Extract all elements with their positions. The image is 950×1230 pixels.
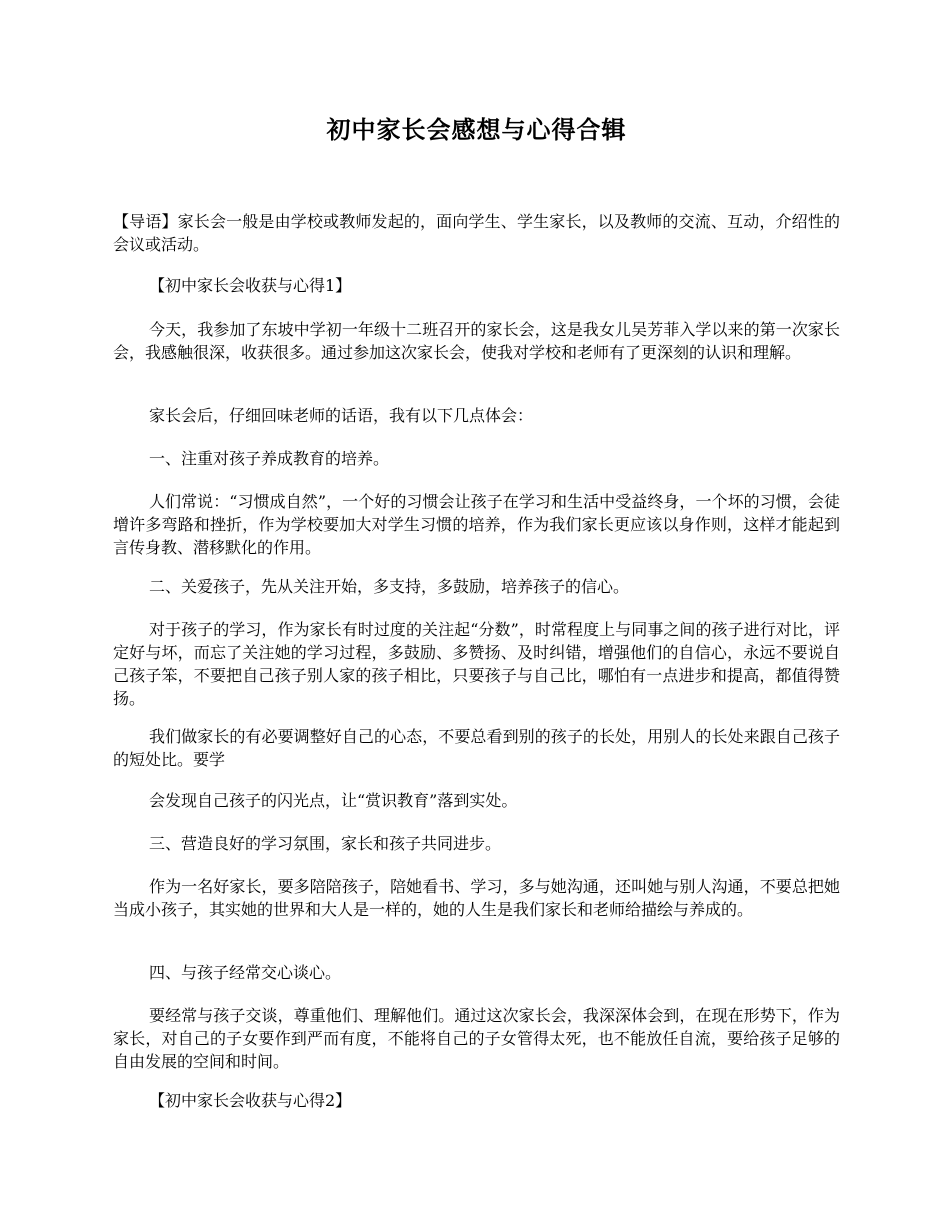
body-paragraph: 今天，我参加了东坡中学初一年级十二班召开的家长会，这是我女儿吴芳菲入学以来的第一次家长会，我感触很深，收获很多。通过参加这次家长会，使我对学校和老师有了更深刻的认识和理解。 [113,320,840,362]
body-paragraph: 要经常与孩子交谈，尊重他们、理解他们。通过这次家长会，我深深体会到，在现在形势下，作为家长，对自己的子女要作到严而有度，不能将自己的子女管得太死，也不能放任自流，要给孩子足够的自由发展的空间和时间。 [113,1006,840,1071]
body-paragraph: 会发现自己孩子的闪光点，让“赏识教育”落到实处。 [149,791,518,810]
body-paragraph: 家长会后，仔细回味老师的话语，我有以下几点体会： [149,406,534,425]
point-heading-3: 三、营造良好的学习氛围，家长和孩子共同进步。 [149,834,502,853]
body-paragraph: 作为一名好家长，要多陪陪孩子，陪她看书、学习，多与她沟通，还叫她与别人沟通，不要总把她当成小孩子，其实她的世界和大人是一样的，她的人生是我们家长和老师给描绘与养成的。 [113,877,840,919]
body-paragraph: 对于孩子的学习，作为家长有时过度的关注起“分数”，时常程度上与同事之间的孩子进行对比，评定好与坏，而忘了关注她的学习过程，多鼓励、多赞扬、及时纠错，增强他们的自信心，永远不要说自己孩子笨，不要把自己孩子别人家的孩子相比，只要孩子与自己比，哪怕有一点进步和提高，都值得赞扬。 [113,620,840,708]
point-heading-4: 四、与孩子经常交心谈心。 [149,963,342,982]
point-heading-1: 一、注重对孩子养成教育的培养。 [149,449,390,468]
intro-paragraph: 【导语】家长会一般是由学校或教师发起的，面向学生、学生家长，以及教师的交流、互动，介绍性的会议或活动。 [113,212,840,254]
section-heading-1: 【初中家长会收获与心得1】 [149,276,352,295]
body-paragraph: 人们常说：“习惯成自然”，一个好的习惯会让孩子在学习和生活中受益终身，一个坏的习惯，会徒增许多弯路和挫折，作为学校要加大对学生习惯的培养，作为我们家长更应该以身作则，这样才能起到言传身教、潜移默化的作用。 [113,492,840,557]
body-paragraph: 我们做家长的有必要调整好自己的心态，不要总看到别的孩子的长处，用别人的长处来跟自己孩子的短处比。要学 [113,727,840,769]
section-heading-2: 【初中家长会收获与心得2】 [149,1091,352,1110]
point-heading-2: 二、关爱孩子，先从关注开始，多支持，多鼓励，培养孩子的信心。 [149,577,630,596]
document-title: 初中家长会感想与心得合辑 [326,115,627,144]
